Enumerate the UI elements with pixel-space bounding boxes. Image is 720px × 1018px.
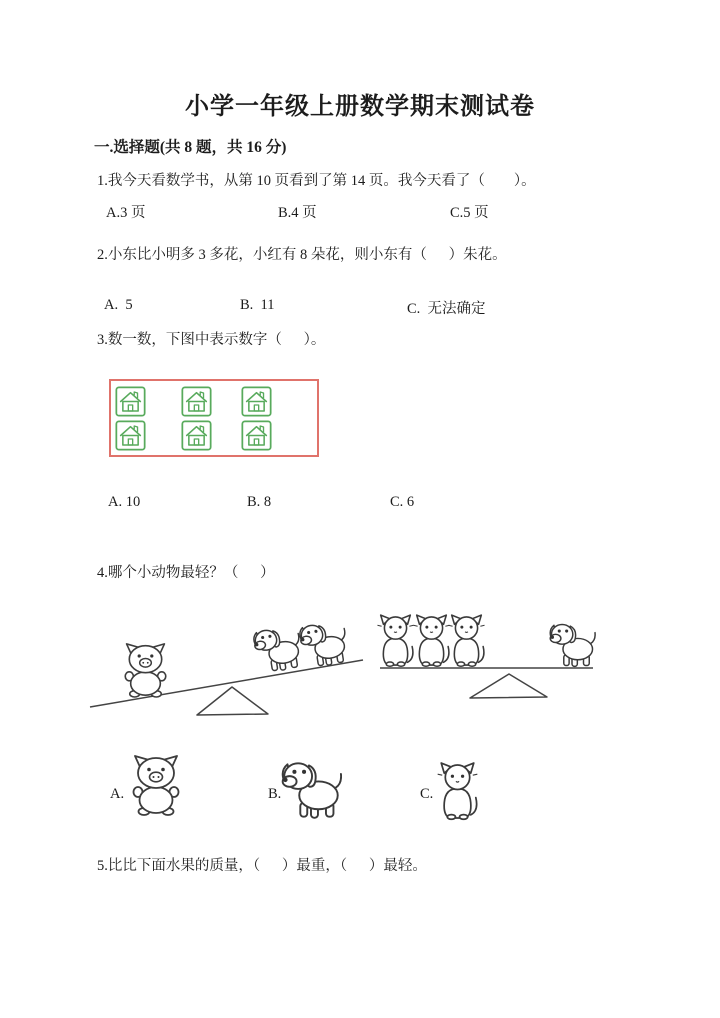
- pig-icon: [131, 754, 181, 816]
- question-1-option-c: C.5 页: [450, 205, 489, 221]
- page-title: 小学一年级上册数学期末测试卷: [185, 94, 535, 120]
- cat-icon: [413, 615, 449, 666]
- question-4-figure-balance-scales: [85, 596, 650, 738]
- question-1-text: 1.我今天看数学书，从第 10 页看到了第 14 页。我今天看了（ ）。: [97, 173, 536, 189]
- house-icon: [115, 420, 146, 451]
- cat-icon: [437, 762, 478, 821]
- question-5-text: 5.比比下面水果的质量，（ ）最重，（ ）最轻。: [97, 858, 427, 874]
- question-4-option-a-label: A.: [110, 786, 125, 802]
- house-icon: [115, 386, 146, 417]
- dog-icon: [550, 624, 595, 666]
- dog-icon: [299, 620, 350, 668]
- question-4-text: 4.哪个小动物最轻？（ ）: [97, 565, 275, 581]
- cat-icon: [377, 615, 413, 666]
- question-3-option-a: A. 10: [108, 494, 141, 510]
- question-3-option-b: B. 8: [247, 494, 272, 510]
- cat-icon: [448, 615, 484, 666]
- house-icon: [181, 386, 212, 417]
- right-seesaw: [380, 668, 593, 698]
- question-3-option-c: C. 6: [390, 494, 415, 510]
- question-1-option-a: A.3 页: [106, 205, 146, 221]
- house-icon: [241, 420, 272, 451]
- question-2-option-b: B. 11: [240, 297, 275, 313]
- house-icon: [181, 420, 212, 451]
- question-2-option-c: C. 无法确定: [407, 301, 486, 317]
- question-2-option-a: A. 5: [104, 297, 133, 313]
- question-4-option-c-label: C.: [420, 786, 434, 802]
- question-3-figure-house-grid: [109, 379, 319, 457]
- pig-icon: [125, 644, 166, 697]
- question-4-option-b-label: B.: [268, 786, 282, 802]
- dog-icon: [280, 760, 342, 820]
- question-1-option-b: B.4 页: [278, 205, 317, 221]
- house-icon: [241, 386, 272, 417]
- question-3-text: 3.数一数，下图中表示数字（ ）。: [97, 332, 326, 348]
- dog-icon: [253, 625, 304, 673]
- question-2-text: 2.小东比小明多 3 多花，小红有 8 朵花，则小东有（ ）朱花。: [97, 247, 507, 263]
- section-heading: 一.选择题(共 8 题，共 16 分): [94, 139, 287, 156]
